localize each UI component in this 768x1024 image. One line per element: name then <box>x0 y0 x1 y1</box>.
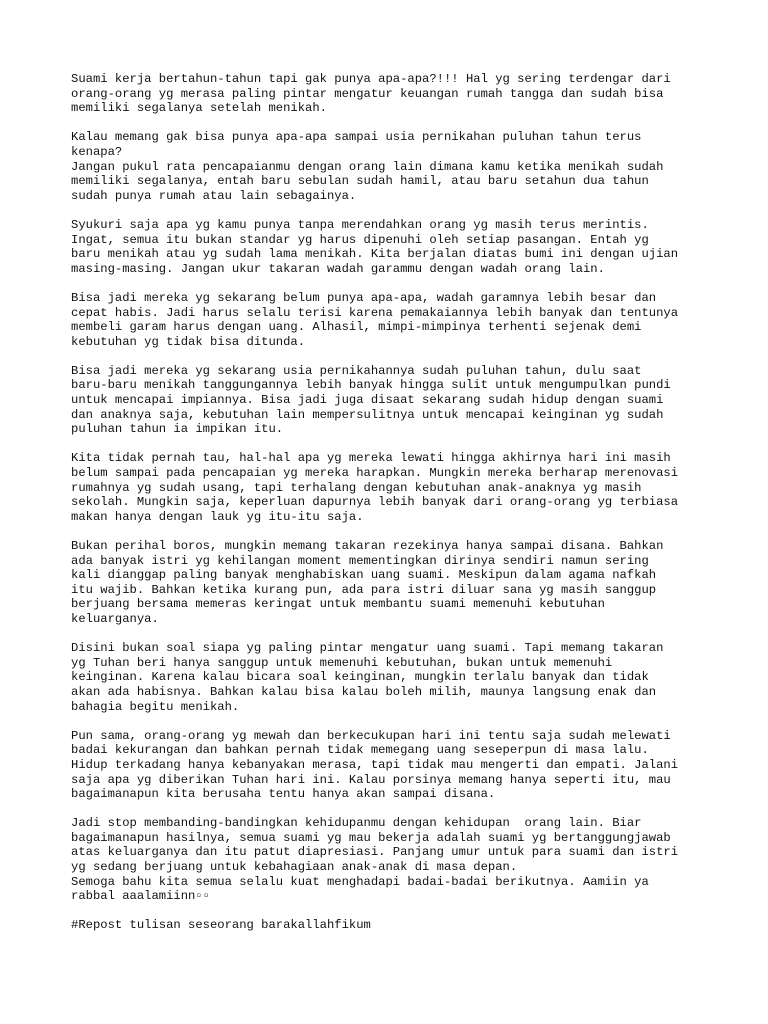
text-line: dan anaknya saja, kebutuhan lain mempersulitnya untuk mencapai keinginan yg sudah <box>71 407 664 422</box>
text-line: Ingat, semua itu bukan standar yg harus dipenuhi oleh setiap pasangan. Entah yg <box>71 232 649 247</box>
text-line: akan ada habisnya. Bahkan kalau bisa kalau boleh milih, maunya langsung enak dan <box>71 684 657 699</box>
document-page <box>71 72 751 948</box>
paragraph <box>71 729 751 802</box>
text-line: berjuang bersama memeras keringat untuk membantu suami memenuhi kebutuhan <box>71 597 605 612</box>
text-line: kebutuhan yg tidak bisa ditunda. <box>71 334 306 349</box>
text-line: yg sedang berjuang untuk kebahagiaan anak-anak di masa depan. <box>71 860 518 875</box>
text-line: yg Tuhan beri hanya sanggup untuk memenuhi kebutuhan, bukan untuk memenuhi <box>71 655 613 670</box>
paragraph <box>71 451 751 524</box>
text-line: Kita tidak pernah tau, hal-hal apa yg mereka lewati hingga akhirnya hari ini masih <box>71 451 671 466</box>
text-line: saja apa yg diberikan Tuhan hari ini. Kalau porsinya memang hanya seperti itu, mau <box>71 772 671 787</box>
text-line: cepat habis. Jadi harus selalu terisi karena pemakaiannya lebih banyak dan tentunya <box>71 305 679 320</box>
text-line: memiliki segalanya, entah baru sebulan sudah hamil, atau baru setahun dua tahun <box>71 174 649 189</box>
text-line: Kalau memang gak bisa punya apa-apa sampai usia pernikahan puluhan tahun terus <box>71 130 642 145</box>
paragraph <box>71 291 751 349</box>
text-line: ada banyak istri yg kehilangan moment mementingkan dirinya sendiri namun sering <box>71 553 649 568</box>
paragraph <box>71 918 751 933</box>
text-line: rumahnya yg sudah usang, tapi terhalang dengan kebutuhan anak-anaknya yg masih <box>71 480 642 495</box>
paragraph <box>71 816 751 904</box>
text-line: #Repost tulisan seseorang barakallahfikum <box>71 918 371 933</box>
text-line: untuk mencapai impiannya. Bisa jadi juga disaat sekarang sudah hidup dengan suami <box>71 393 664 408</box>
text-line: belum sampai pada pencapaian yg mereka harapkan. Mungkin mereka berharap merenovasi <box>71 466 679 481</box>
text-line: Bukan perihal boros, mungkin memang takaran rezekinya hanya sampai disana. Bahkan <box>71 539 664 553</box>
text-line: orang-orang yg merasa paling pintar mengatur keuangan rumah tangga dan sudah bisa <box>71 86 664 101</box>
text-line: sudah punya rumah atau lain sebagainya. <box>71 188 357 203</box>
text-line: baru-baru menikah tanggungannya lebih banyak hingga sulit untuk mengumpulkan pundi <box>71 378 671 393</box>
text-line: atas keluarganya dan itu patut diapresiasi. Panjang umur untuk para suami dan istri <box>71 845 679 860</box>
text-line: badai kekurangan dan bahkan pernah tidak memegang uang seseperpun di masa lalu. <box>71 743 649 758</box>
paragraph <box>71 72 751 116</box>
text-line: Hidup terkadang hanya kebanyakan merasa, tapi tidak mau mengerti dan empati. Jalani <box>71 757 679 772</box>
text-line: Pun sama, orang-orang yg mewah dan berkecukupan hari ini tentu saja sudah melewati <box>71 728 671 743</box>
paragraph <box>71 364 751 437</box>
text-line: bagaimanapun hasilnya, semua suami yg mau bekerja adalah suami yg bertanggungjawab <box>71 830 671 845</box>
text-line: Suami kerja bertahun-tahun tapi gak punya apa-apa?!!! Hal yg sering terdengar dari <box>71 72 671 86</box>
text-line: Jadi stop membanding-bandingkan kehidupanmu dengan kehidupan orang lain. Biar <box>71 816 642 831</box>
text-line: Syukuri saja apa yg kamu punya tanpa merendahkan orang yg masih terus merintis. <box>71 217 649 232</box>
text-line: membeli garam harus dengan uang. Alhasil, mimpi-mimpinya terhenti sejenak demi <box>71 320 642 335</box>
paragraph <box>71 539 751 627</box>
paragraph <box>71 641 751 714</box>
text-line: Bisa jadi mereka yg sekarang belum punya apa-apa, wadah garamnya lebih besar dan <box>71 290 657 305</box>
text-line: Semoga bahu kita semua selalu kuat menghadapi badai-badai berikutnya. Aamiin ya <box>71 874 649 889</box>
text-line: puluhan tahun ia impikan itu. <box>71 422 284 437</box>
text-line: bagaimanapun kita berusaha tentu hanya akan sampai disana. <box>71 787 496 802</box>
text-line: Bisa jadi mereka yg sekarang usia pernikahannya sudah puluhan tahun, dulu saat <box>71 363 642 378</box>
text-line: itu wajib. Bahkan ketika kurang pun, ada para istri diluar sana yg masih sanggup <box>71 582 657 597</box>
text-line: bahagia begitu menikah. <box>71 699 240 714</box>
text-line: makan hanya dengan lauk yg itu-itu saja. <box>71 509 364 524</box>
text-line: kali dianggap paling banyak menghabiskan uang suami. Meskipun dalam agama nafkah <box>71 568 657 583</box>
text-line: Disini bukan soal siapa yg paling pintar mengatur uang suami. Tapi memang takaran <box>71 641 664 656</box>
text-line: Jangan pukul rata pencapaianmu dengan orang lain dimana kamu ketika menikah sudah <box>71 159 664 174</box>
text-line: memiliki segalanya setelah menikah. <box>71 101 327 116</box>
text-line: keinginan. Karena kalau bicara soal keinginan, mungkin terlalu banyak dan tidak <box>71 670 649 685</box>
text-line: keluarganya. <box>71 611 159 626</box>
paragraph <box>71 130 751 203</box>
paragraph <box>71 218 751 276</box>
text-line: baru menikah atau yg sudah lama menikah. Kita berjalan diatas bumi ini dengan ujian <box>71 247 679 262</box>
text-line: rabbal aaalamiinn▫▫ <box>71 889 210 904</box>
text-line: masing-masing. Jangan ukur takaran wadah garammu dengan wadah orang lain. <box>71 261 605 276</box>
text-line: sekolah. Mungkin saja, keperluan dapurnya lebih banyak dari orang-orang yg terbiasa <box>71 495 679 510</box>
text-line: kenapa? <box>71 144 123 159</box>
